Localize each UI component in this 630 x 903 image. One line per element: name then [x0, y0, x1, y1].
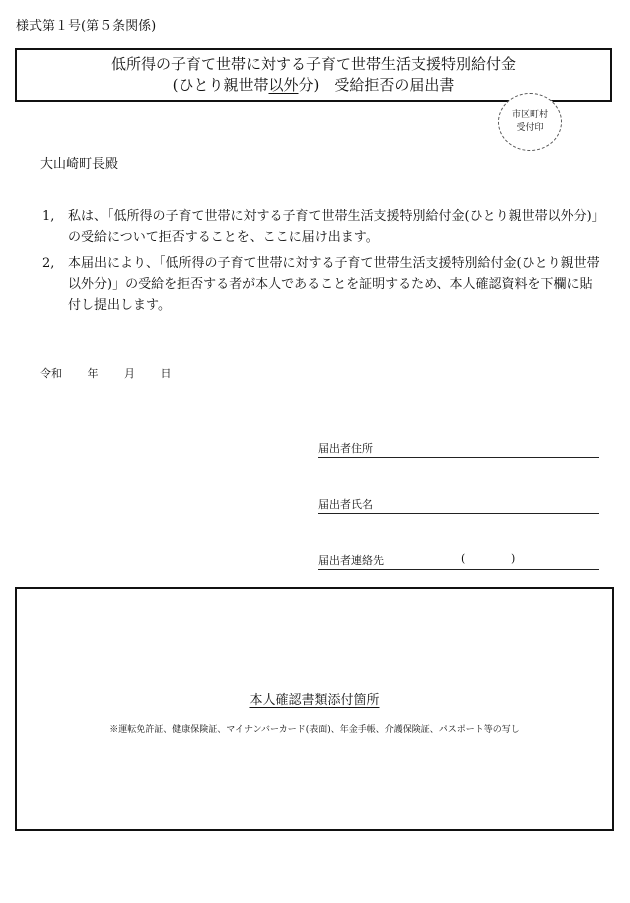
date-line — [40, 365, 194, 381]
addressee: 大山崎町長殿 — [40, 157, 119, 172]
date-month: 月 — [124, 367, 135, 380]
date-era: 令和 — [40, 367, 62, 380]
item-text: 本届出により、「低所得の子育て世帯に対する子育て世帯生活支援特別給付金(ひとり親世帯以外分)」の受給を拒否する者が本人であることを証明するため、本人確認資料を下欄に貼付し提出します。 — [68, 256, 600, 313]
title-line-2-prefix: (ひとり親世帯 — [172, 76, 269, 94]
contact-paren-open: ( — [461, 552, 466, 565]
applicant-name-label: 届出者氏名 — [318, 498, 373, 511]
attachment-note: ※運転免許証、健康保険証、マイナンバーカード(表面)、年金手帳、介護保険証、パスポート等の写し — [109, 725, 520, 735]
form-number: 様式第１号(第５条関係) — [16, 19, 157, 34]
item-number: 2, — [42, 256, 55, 271]
applicant-address-field[interactable] — [318, 440, 599, 458]
declaration-item-1 — [42, 206, 602, 248]
item-text: 私は、「低所得の子育て世帯に対する子育て世帯生活支援特別給付金(ひとり親世帯以外分)」の受給について拒否することを、ここに届け出ます。 — [68, 209, 599, 245]
stamp-line-1: 市区町村 — [511, 110, 548, 120]
title-line-2-suffix: 分) 受給拒否の届出書 — [298, 76, 455, 94]
stamp-line-2: 受付印 — [516, 123, 544, 133]
applicant-name-field[interactable] — [318, 496, 599, 514]
declaration-item-2 — [42, 253, 602, 316]
applicant-contact-field[interactable] — [318, 552, 599, 570]
attachment-title-text: 本人確認書類添付箇所 — [249, 693, 380, 708]
date-day: 日 — [160, 367, 172, 380]
applicant-contact-label: 届出者連絡先 — [318, 554, 384, 567]
title-line-2 — [17, 75, 610, 96]
item-number: 1, — [42, 209, 55, 224]
title-underlined-word: 以外 — [268, 76, 299, 94]
id-document-attachment-area[interactable] — [15, 587, 614, 831]
applicant-address-label: 届出者住所 — [318, 442, 373, 455]
date-year: 年 — [87, 367, 99, 380]
title-line-1: 低所得の子育て世帯に対する子育て世帯生活支援特別給付金 — [110, 55, 516, 73]
attachment-title — [17, 689, 612, 708]
reception-stamp-circle — [498, 93, 562, 151]
contact-paren-close: ) — [511, 552, 516, 565]
